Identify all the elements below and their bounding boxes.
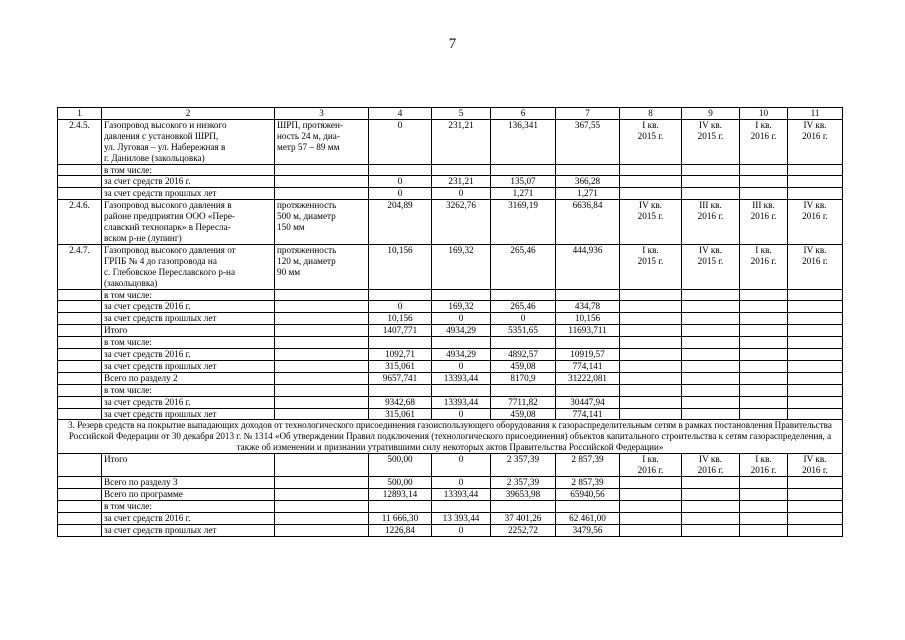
period-cell xyxy=(620,396,682,408)
value-cell: 0 xyxy=(432,408,491,420)
period-cell xyxy=(788,408,843,420)
period-cell xyxy=(740,360,788,372)
value-cell: 0 xyxy=(491,313,556,325)
period-cell xyxy=(740,512,788,524)
value-cell: 9342,68 xyxy=(369,396,432,408)
item-number-cell xyxy=(58,454,102,477)
item-number-cell xyxy=(58,188,102,200)
period-cell xyxy=(682,313,740,325)
period-cell xyxy=(682,301,740,313)
total-cell: 366,28 xyxy=(556,176,620,188)
name-cell: в том числе: xyxy=(102,384,275,396)
total-cell: 10,156 xyxy=(556,313,620,325)
page-number: 7 xyxy=(448,36,457,52)
period-cell xyxy=(740,289,788,301)
value-cell: 265,46 xyxy=(491,301,556,313)
value-cell xyxy=(432,164,491,176)
table-row xyxy=(58,301,843,313)
value-cell: 136,341 xyxy=(491,119,556,164)
period-cell: IV кв. 2016 г. xyxy=(788,454,843,477)
period-cell: IV кв. 2016 г. xyxy=(788,244,843,289)
period-cell xyxy=(740,188,788,200)
value-cell: 135,07 xyxy=(491,176,556,188)
name-cell: за счет средств 2016 г. xyxy=(102,301,275,313)
period-cell: IV кв. 2015 г. xyxy=(620,200,682,245)
value-cell: 13 393,44 xyxy=(432,512,491,524)
column-header: 9 xyxy=(682,108,740,120)
value-cell: 1,271 xyxy=(491,188,556,200)
value-cell xyxy=(491,337,556,349)
item-number-cell xyxy=(58,408,102,420)
value-cell: 315,061 xyxy=(369,408,432,420)
characteristics-cell xyxy=(275,289,369,301)
column-header: 3 xyxy=(275,108,369,120)
characteristics-cell xyxy=(275,188,369,200)
period-cell xyxy=(740,500,788,512)
value-cell: 4934,29 xyxy=(432,325,491,337)
table-row xyxy=(58,337,843,349)
value-cell: 1407,771 xyxy=(369,325,432,337)
value-cell: 10,156 xyxy=(369,244,432,289)
item-number-cell xyxy=(58,488,102,500)
period-cell xyxy=(682,384,740,396)
total-cell xyxy=(556,164,620,176)
period-cell xyxy=(620,164,682,176)
value-cell: 5351,65 xyxy=(491,325,556,337)
value-cell xyxy=(491,164,556,176)
program-table xyxy=(57,107,843,537)
period-cell xyxy=(740,349,788,361)
period-cell xyxy=(682,289,740,301)
item-number-cell xyxy=(58,313,102,325)
period-cell xyxy=(620,325,682,337)
period-cell: I кв. 2016 г. xyxy=(740,119,788,164)
column-header: 6 xyxy=(491,108,556,120)
period-cell xyxy=(620,360,682,372)
value-cell: 500,00 xyxy=(369,454,432,477)
period-cell: III кв. 2016 г. xyxy=(682,200,740,245)
period-cell xyxy=(788,372,843,384)
value-cell: 265,46 xyxy=(491,244,556,289)
period-cell xyxy=(740,176,788,188)
period-cell xyxy=(620,524,682,536)
item-number-cell xyxy=(58,524,102,536)
period-cell xyxy=(788,349,843,361)
period-cell xyxy=(682,396,740,408)
value-cell: 1092,71 xyxy=(369,349,432,361)
item-number-cell xyxy=(58,512,102,524)
name-cell: за счет средств прошлых лет xyxy=(102,360,275,372)
value-cell xyxy=(432,289,491,301)
period-cell xyxy=(620,384,682,396)
period-cell: IV кв. 2016 г. xyxy=(788,119,843,164)
period-cell: IV кв. 2015 г. xyxy=(682,244,740,289)
total-cell xyxy=(556,289,620,301)
period-cell xyxy=(682,488,740,500)
period-cell: I кв. 2015 г. xyxy=(620,244,682,289)
value-cell xyxy=(369,384,432,396)
period-cell xyxy=(788,164,843,176)
table-row xyxy=(58,188,843,200)
item-number-cell xyxy=(58,396,102,408)
value-cell: 231,21 xyxy=(432,176,491,188)
value-cell: 169,32 xyxy=(432,301,491,313)
value-cell: 0 xyxy=(432,188,491,200)
period-cell xyxy=(682,512,740,524)
total-cell: 65940,56 xyxy=(556,488,620,500)
total-cell: 434,78 xyxy=(556,301,620,313)
characteristics-cell: ШРП, протяжен- ность 24 м, диа- метр 57 – 89 мм xyxy=(275,119,369,164)
value-cell: 10,156 xyxy=(369,313,432,325)
name-cell: за счет средств 2016 г. xyxy=(102,176,275,188)
value-cell: 169,32 xyxy=(432,244,491,289)
name-cell: за счет средств 2016 г. xyxy=(102,349,275,361)
value-cell xyxy=(369,500,432,512)
total-cell: 31222,081 xyxy=(556,372,620,384)
period-cell xyxy=(620,176,682,188)
characteristics-cell xyxy=(275,176,369,188)
characteristics-cell xyxy=(275,524,369,536)
period-cell xyxy=(788,500,843,512)
value-cell xyxy=(432,384,491,396)
item-number-cell xyxy=(58,372,102,384)
period-cell xyxy=(740,396,788,408)
period-cell: I кв. 2016 г. xyxy=(740,454,788,477)
total-cell: 2 857,39 xyxy=(556,454,620,477)
period-cell xyxy=(682,164,740,176)
table-row xyxy=(58,244,843,289)
total-cell: 3479,56 xyxy=(556,524,620,536)
table-row xyxy=(58,384,843,396)
value-cell: 1226,84 xyxy=(369,524,432,536)
name-cell: за счет средств прошлых лет xyxy=(102,188,275,200)
period-cell: I кв. 2015 г. xyxy=(620,119,682,164)
period-cell xyxy=(788,188,843,200)
name-cell: за счет средств прошлых лет xyxy=(102,313,275,325)
value-cell: 0 xyxy=(432,360,491,372)
table-row xyxy=(58,500,843,512)
period-cell xyxy=(788,488,843,500)
table-row xyxy=(58,164,843,176)
value-cell: 204,89 xyxy=(369,200,432,245)
period-cell xyxy=(788,176,843,188)
name-cell: за счет средств 2016 г. xyxy=(102,512,275,524)
total-cell: 2 857,39 xyxy=(556,477,620,489)
table-row xyxy=(58,325,843,337)
value-cell: 0 xyxy=(432,313,491,325)
period-cell xyxy=(788,396,843,408)
item-number-cell: 2.4.7. xyxy=(58,244,102,289)
table-row xyxy=(58,372,843,384)
period-cell xyxy=(740,372,788,384)
table-row xyxy=(58,488,843,500)
value-cell: 12893,14 xyxy=(369,488,432,500)
characteristics-cell xyxy=(275,408,369,420)
value-cell: 0 xyxy=(432,477,491,489)
value-cell xyxy=(491,384,556,396)
value-cell xyxy=(491,289,556,301)
value-cell: 13393,44 xyxy=(432,372,491,384)
characteristics-cell: протяженность 120 м, диаметр 90 мм xyxy=(275,244,369,289)
value-cell: 0 xyxy=(369,188,432,200)
name-cell: за счет средств 2016 г. xyxy=(102,396,275,408)
period-cell xyxy=(620,477,682,489)
total-cell: 10919,57 xyxy=(556,349,620,361)
value-cell: 0 xyxy=(432,524,491,536)
characteristics-cell xyxy=(275,349,369,361)
period-cell xyxy=(682,372,740,384)
characteristics-cell: протяженность 500 м, диаметр 150 мм xyxy=(275,200,369,245)
column-header: 5 xyxy=(432,108,491,120)
value-cell: 459,08 xyxy=(491,408,556,420)
characteristics-cell xyxy=(275,454,369,477)
period-cell xyxy=(740,301,788,313)
period-cell xyxy=(620,408,682,420)
name-cell: Всего по разделу 3 xyxy=(102,477,275,489)
table-row xyxy=(58,176,843,188)
table-row xyxy=(58,477,843,489)
name-cell: за счет средств прошлых лет xyxy=(102,524,275,536)
item-number-cell xyxy=(58,176,102,188)
characteristics-cell xyxy=(275,512,369,524)
value-cell: 2252,72 xyxy=(491,524,556,536)
value-cell: 0 xyxy=(369,301,432,313)
total-cell: 11693,711 xyxy=(556,325,620,337)
name-cell: Газопровод высокого давления в районе предприятия ООО «Пере- славский технопарк» в Пересла- вском р-не (лупинг) xyxy=(102,200,275,245)
total-cell: 1,271 xyxy=(556,188,620,200)
period-cell xyxy=(682,337,740,349)
period-cell xyxy=(620,337,682,349)
value-cell: 13393,44 xyxy=(432,488,491,500)
item-number-cell: 2.4.6. xyxy=(58,200,102,245)
name-cell: в том числе: xyxy=(102,500,275,512)
value-cell: 39653,98 xyxy=(491,488,556,500)
table-row xyxy=(58,512,843,524)
period-cell xyxy=(740,325,788,337)
value-cell: 8170,9 xyxy=(491,372,556,384)
value-cell: 3169,19 xyxy=(491,200,556,245)
characteristics-cell xyxy=(275,164,369,176)
period-cell xyxy=(740,488,788,500)
period-cell: IV кв. 2016 г. xyxy=(682,454,740,477)
name-cell: Газопровод высокого давления от ГРПБ № 4 до газопровода на с. Глебовское Переславского р-на (закольцовка) xyxy=(102,244,275,289)
period-cell: I кв. 2016 г. xyxy=(740,244,788,289)
total-cell xyxy=(556,384,620,396)
section-header-row xyxy=(58,420,843,454)
period-cell xyxy=(788,337,843,349)
characteristics-cell xyxy=(275,325,369,337)
name-cell: в том числе: xyxy=(102,289,275,301)
value-cell: 0 xyxy=(432,454,491,477)
value-cell: 3262,76 xyxy=(432,200,491,245)
characteristics-cell xyxy=(275,301,369,313)
item-number-cell xyxy=(58,164,102,176)
value-cell: 315,061 xyxy=(369,360,432,372)
header-row xyxy=(58,108,843,120)
period-cell: IV кв. 2015 г. xyxy=(682,119,740,164)
period-cell xyxy=(620,313,682,325)
column-header: 4 xyxy=(369,108,432,120)
value-cell xyxy=(369,337,432,349)
characteristics-cell xyxy=(275,477,369,489)
value-cell xyxy=(432,337,491,349)
characteristics-cell xyxy=(275,360,369,372)
period-cell xyxy=(620,301,682,313)
period-cell xyxy=(788,360,843,372)
period-cell xyxy=(620,372,682,384)
table-row xyxy=(58,349,843,361)
item-number-cell xyxy=(58,500,102,512)
name-cell: Итого xyxy=(102,454,275,477)
value-cell: 2 357,39 xyxy=(491,454,556,477)
period-cell xyxy=(682,524,740,536)
value-cell: 9657,741 xyxy=(369,372,432,384)
total-cell: 30447,94 xyxy=(556,396,620,408)
period-cell xyxy=(682,408,740,420)
value-cell: 7711,82 xyxy=(491,396,556,408)
table-row xyxy=(58,360,843,372)
table-row xyxy=(58,524,843,536)
period-cell xyxy=(788,289,843,301)
value-cell: 37 401,26 xyxy=(491,512,556,524)
period-cell xyxy=(740,477,788,489)
section-title: 3. Резерв средств на покрытие выпадающих доходов от технологического присоединения газоиспользующего оборудования к газораспределительным сетям в рамках постановления Правительства Российской Федерации от 30 декабря 2013 г. № 1314 «Об утверждении Правил подключения (технологического присоединения) объектов капитального строительства к сетям газораспределения, а также об изменении и признании утратившими силу некоторых актов Правительства Российской Федерации» xyxy=(58,420,843,454)
period-cell xyxy=(740,408,788,420)
total-cell: 6636,84 xyxy=(556,200,620,245)
period-cell xyxy=(740,524,788,536)
total-cell: 774,141 xyxy=(556,360,620,372)
period-cell xyxy=(740,337,788,349)
period-cell xyxy=(620,488,682,500)
value-cell xyxy=(369,289,432,301)
period-cell xyxy=(620,500,682,512)
characteristics-cell xyxy=(275,372,369,384)
characteristics-cell xyxy=(275,313,369,325)
characteristics-cell xyxy=(275,396,369,408)
period-cell xyxy=(788,384,843,396)
value-cell: 4892,57 xyxy=(491,349,556,361)
period-cell xyxy=(788,325,843,337)
period-cell xyxy=(788,524,843,536)
item-number-cell xyxy=(58,301,102,313)
value-cell: 2 357,39 xyxy=(491,477,556,489)
name-cell: Газопровод высокого и низкого давления с установкой ШРП, ул. Луговая – ул. Набережная в г. Данилове (закольцовка) xyxy=(102,119,275,164)
period-cell xyxy=(740,313,788,325)
period-cell xyxy=(788,512,843,524)
value-cell: 231,21 xyxy=(432,119,491,164)
table-row xyxy=(58,313,843,325)
item-number-cell xyxy=(58,360,102,372)
period-cell xyxy=(682,349,740,361)
table-row xyxy=(58,454,843,477)
column-header: 11 xyxy=(788,108,843,120)
name-cell: Всего по программе xyxy=(102,488,275,500)
total-cell: 367,55 xyxy=(556,119,620,164)
value-cell: 11 666,30 xyxy=(369,512,432,524)
period-cell xyxy=(788,477,843,489)
value-cell: 13393,44 xyxy=(432,396,491,408)
value-cell xyxy=(432,500,491,512)
item-number-cell: 2.4.5. xyxy=(58,119,102,164)
value-cell: 500,00 xyxy=(369,477,432,489)
column-header: 7 xyxy=(556,108,620,120)
item-number-cell xyxy=(58,384,102,396)
name-cell: в том числе: xyxy=(102,337,275,349)
total-cell: 774,141 xyxy=(556,408,620,420)
period-cell xyxy=(620,349,682,361)
period-cell xyxy=(682,325,740,337)
period-cell xyxy=(682,360,740,372)
column-header: 1 xyxy=(58,108,102,120)
period-cell xyxy=(788,301,843,313)
total-cell: 444,936 xyxy=(556,244,620,289)
period-cell xyxy=(620,289,682,301)
table-row xyxy=(58,119,843,164)
total-cell xyxy=(556,337,620,349)
column-header: 2 xyxy=(102,108,275,120)
name-cell: Итого xyxy=(102,325,275,337)
item-number-cell xyxy=(58,289,102,301)
item-number-cell xyxy=(58,349,102,361)
period-cell xyxy=(682,176,740,188)
column-header: 10 xyxy=(740,108,788,120)
characteristics-cell xyxy=(275,384,369,396)
period-cell xyxy=(682,477,740,489)
item-number-cell xyxy=(58,477,102,489)
value-cell: 4934,29 xyxy=(432,349,491,361)
value-cell xyxy=(491,500,556,512)
characteristics-cell xyxy=(275,500,369,512)
name-cell: в том числе: xyxy=(102,164,275,176)
characteristics-cell xyxy=(275,337,369,349)
column-header: 8 xyxy=(620,108,682,120)
table-row xyxy=(58,289,843,301)
value-cell xyxy=(369,164,432,176)
item-number-cell xyxy=(58,337,102,349)
period-cell xyxy=(682,188,740,200)
table-row xyxy=(58,396,843,408)
value-cell: 0 xyxy=(369,119,432,164)
period-cell xyxy=(788,313,843,325)
total-cell: 62 461,00 xyxy=(556,512,620,524)
item-number-cell xyxy=(58,325,102,337)
name-cell: Всего по разделу 2 xyxy=(102,372,275,384)
period-cell: I кв. 2016 г. xyxy=(620,454,682,477)
table-row xyxy=(58,408,843,420)
period-cell xyxy=(740,164,788,176)
table-row xyxy=(58,200,843,245)
name-cell: за счет средств прошлых лет xyxy=(102,408,275,420)
period-cell xyxy=(620,188,682,200)
total-cell xyxy=(556,500,620,512)
period-cell xyxy=(682,500,740,512)
characteristics-cell xyxy=(275,488,369,500)
period-cell: III кв. 2016 г. xyxy=(740,200,788,245)
period-cell xyxy=(620,512,682,524)
value-cell: 0 xyxy=(369,176,432,188)
value-cell: 459,08 xyxy=(491,360,556,372)
period-cell: IV кв. 2016 г. xyxy=(788,200,843,245)
period-cell xyxy=(740,384,788,396)
